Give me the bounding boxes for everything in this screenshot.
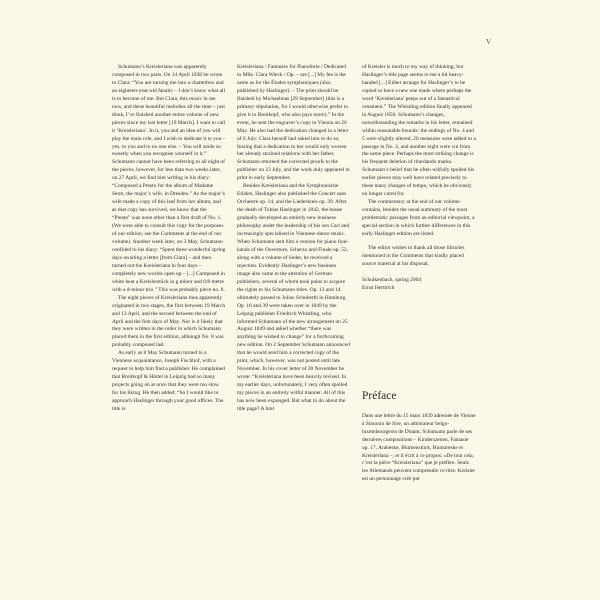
paragraph: Besides Kreisleriana and the Symphonische Etüden, Haslinger also published the Concert sans Orchestre op. 14, and the Liederkreis op. 39. After the death of Tobias Haslinger in 1842, the house gradually developed an entirely new business philosophy under the leadership of his son Carl and increasingly specialised in Viennese dance music. When Schumann sent him a version for piano four-hands of the Ouverture, Scherzo und Finale op. 52, along with a volume of lieder, he received a rejection. Evidently Haslinger’s new business image also came to the attention of German publishers, several of whom took pains to acquire the rights to his Schumann titles. Op. 13 and 14 ultimately passed to Julius Schuberth in Hamburg. Op. 16 and 39 were taken over in 1849 by the Leipzig publisher Friedrich Whistling, who informed Schumann of the new arrangement on 25 August 1849 and asked whether “there was anything he wished to change” for a forthcoming new edition. On 2 September Schumann announced that he would send him a corrected copy of the print, which, however, was not posted until late November. In his cover letter of 20 November he wrote: “Kreisleriana have been heavily revised. In my earlier days, unfortunately, I very often spoiled my pieces in an entirely wilful manner. All of this has now been expunged. But what to do about the title page? A hint — [237, 183, 350, 412]
signature-name: Ernst Herttrich — [362, 284, 395, 291]
paragraph: The editor wishes to thank all those libraries mentioned in the Comments that kindly placed source material at his disposal. — [362, 244, 465, 267]
preface-heading: Préface — [362, 389, 397, 402]
paragraph: of Kreisler is much to my way of thinking; but Haslinger’s title page seems to me a bit heavy-handed [...] Either arrange for Haslinger’s to be copied or have a new one made where perhaps the word ‘Kreisleriana’ peeps out of a fantastical ornament.” The Whistling edition finally appeared in August 1850. Schumann’s changes, notwithstanding the remarks in his letter, remained within reasonable bounds: the endings of No. 4 and 5 were slightly altered, 20 measures were added to a passage in No. 2, and another eight were cut from the same piece. Perhaps the most striking change is his frequent deletion of ritardando marks. Schumann’s belief that he often wilfully spoiled his earlier pieces may well have related precisely to these many changes of tempo, which he obviously no longer cared for. — [362, 64, 476, 198]
signature-place-date: Schulkenbach, spring 2004 — [362, 276, 422, 283]
paragraph: Dans une lettre du 15 mars 1839 adressée de Vienne à Simonin de Sire, un admirateur belgo-luxembourgeois de Dinant, Schumann parle de ses dernières compositions – Kinderszenen, Fantasie op. 17, Arabeske, Blumenstück, Humoreske et Kreisleriana –, et il écrit à ce propos: «De tout cela, c’est la pièce “Kreisleriana” que je préfère. Seuls les Allemands peuvent comprendre ce titre. Kreisler est un personnage créé par — [362, 412, 476, 483]
paragraph: Schumann’s Kreisleriana was apparently composed in two parts. On 14 April 1838 he wrote to Clara: “You are turning me into a chatterbox and an eighteen-year-old fanatic – I don’t know what all is to become of me. But Clara, this music in me now, and these beautiful melodies all the time – just think, I’ve finished another entire volume of new pieces since my last letter [19 March]. I want to call it ‘Kreisleriana’. In it, you and an idea of you will play the main role, and I wish to dedicate it to you – yes, to you and to no one else. – You will smile so sweetly when you recognise yourself in it.” Schumann cannot have been referring to all eight of the pieces, however, for less than two weeks later, on 27 April, we find him writing in his diary: “Composed a Presto for the album of Madame Serre, the major’s wife, in Dresden.” As the major’s wife made a copy of this leaf from her album, and as that copy has survived, we know that the “Presto” was none other than a first draft of No. 1. (We were able to consult this copy for the purposes of our edition; see the Comments at the end of our volume). Another week later, on 3 May, Schumann confided to his diary: “Spent three wonderful spring days awaiting a letter [from Clara] – and then turned out the Kreisleriana in four days – completely new worlds open up – [...] Composed in white heat a Kreislerstück in g minor and 6/8 metre with a d-minor trio.” This was probably piece no. 8. — [112, 64, 226, 293]
text-column-3 — [362, 64, 476, 584]
paragraph: As early as 8 May Schumann turned to a Viennese acquaintance, Joseph Fischhof, with a request to help him find a publisher. He complained that Breitkopf & Härtel in Leipzig had so many projects going on at once that they were too slow for his liking. He then added: “So I would like to approach Haslinger through your good offices. The title is — [112, 350, 225, 412]
paragraph: The commentary at the end of our volume contains, besides the usual summary of the most problematic passages from an editorial viewpoint, a special section in which further differences in this early Haslinger edition are listed. — [362, 199, 475, 238]
paragraph: The eight pieces of Kreisleriana thus apparently originated in two stages, the first between 19 March and 13 April, and the second between the end of April and the first days of May. Nor is it likely that they were written in the order in which Schumann placed them in the first edition, although No. 8 was probably composed last. — [112, 294, 226, 349]
text-column-1 — [112, 64, 226, 584]
signature-block — [362, 277, 476, 293]
text-column-2 — [237, 64, 351, 584]
page-number: V — [486, 38, 492, 46]
paragraph: Kreisleriana / Fantasies for Pianoforte / Dedicated to Mlle. Clara Wieck / Op. – are [...] My fee is the same as for the Études symphoniques (also published by Haslinger). – The print should be finished by Michaelmas [29 September] (this is a primary stipulation, for I would otherwise prefer to give it to Breitkopf, who also pays more).” In the event, he sent the engraver’s copy to Vienna on 26 May. He also had the dedication changed in a letter of 6 July: Clara herself had asked him to do so, fearing that a dedication to her would only worsen her already strained relations with her father. Schumann returned the corrected proofs to the publisher on 23 July, and the work duly appeared in print in early September. — [237, 64, 350, 182]
